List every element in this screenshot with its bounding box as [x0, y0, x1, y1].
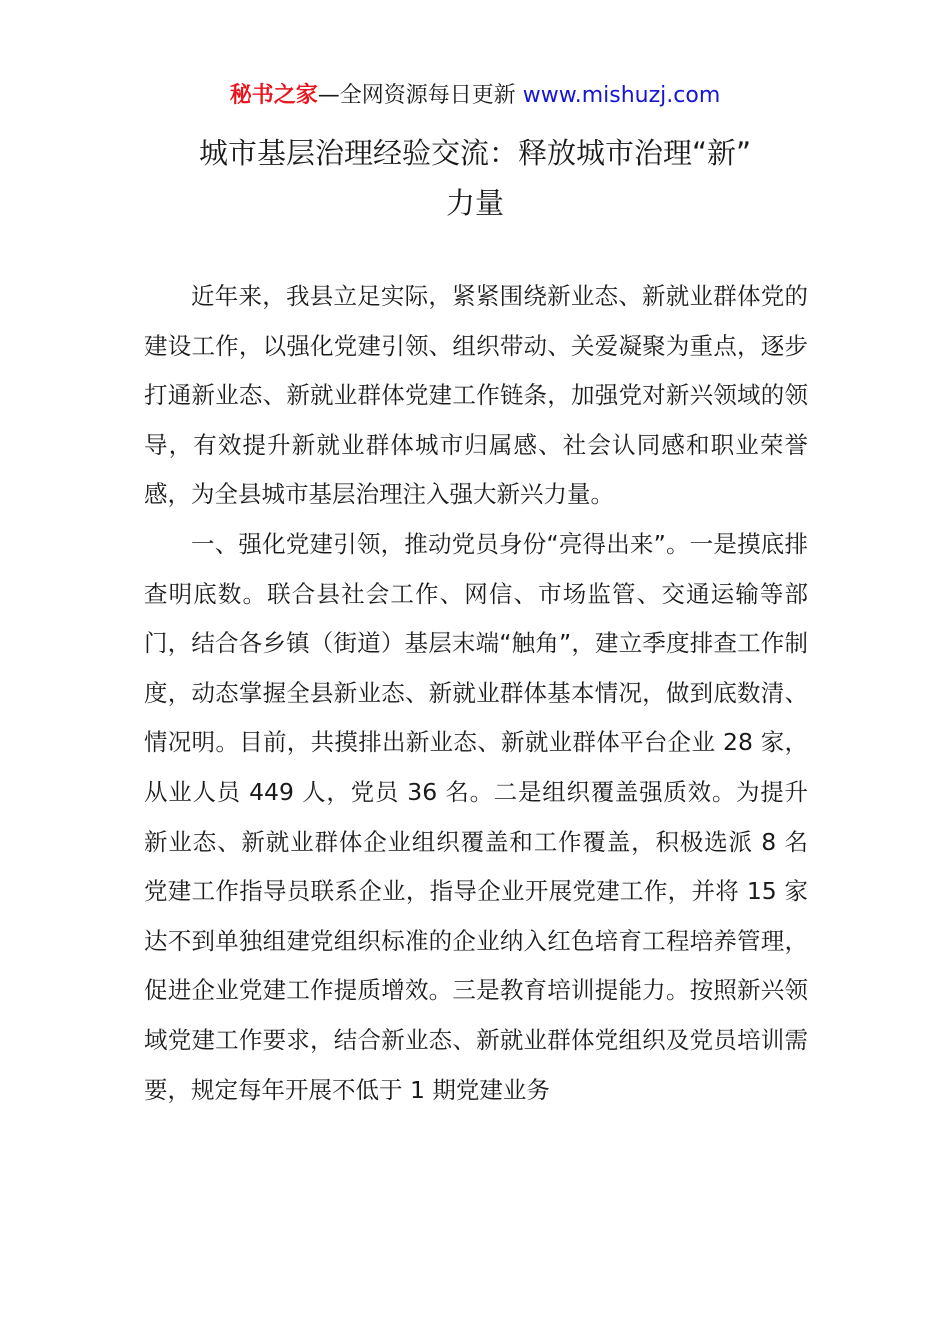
site-tagline: —全网资源每日更新: [317, 83, 523, 108]
site-brand: 秘书之家: [229, 83, 318, 108]
site-header: [0, 80, 950, 112]
document-body: [144, 272, 808, 1115]
site-url-link[interactable]: www.mishuzj.com: [522, 83, 721, 108]
paragraph-section-1: 一、强化党建引领，推动党员身份“亮得出来”。一是摸底排查明底数。联合县社会工作、网信、市场监管、交通运输等部门，结合各乡镇（街道）基层末端“触角”，建立季度排查工作制度，动态掌握全县新业态、新就业群体基本情况，做到底数清、情况明。目前，共摸排出新业态、新就业群体平台企业 28 家，从业人员 449 人，党员 36 名。二是组织覆盖强质效。为提升新业态、新就业群体企业组织覆盖和工作覆盖，积极选派 8 名党建工作指导员联系企业，指导企业开展党建工作，并将 15 家达不到单独组建党组织标准的企业纳入红色培育工程培养管理，促进企业党建工作提质增效。三是教育培训提能力。按照新兴领域党建工作要求，结合新业态、新就业群体党组织及党员培训需要，规定每年开展不低于 1 期党建业务: [144, 529, 808, 1104]
document-title-line-2: 力量: [445, 186, 504, 220]
document-title: [140, 128, 810, 228]
paragraph-intro: 近年来，我县立足实际，紧紧围绕新业态、新就业群体党的建设工作，以强化党建引领、组织带动、关爱凝聚为重点，逐步打通新业态、新就业群体党建工作链条，加强党对新兴领域的领导，有效提升新就业群体城市归属感、社会认同感和职业荣誉感，为全县城市基层治理注入强大新兴力量。: [144, 282, 808, 509]
document-title-line-1: 城市基层治理经验交流：释放城市治理“新”: [198, 136, 752, 170]
